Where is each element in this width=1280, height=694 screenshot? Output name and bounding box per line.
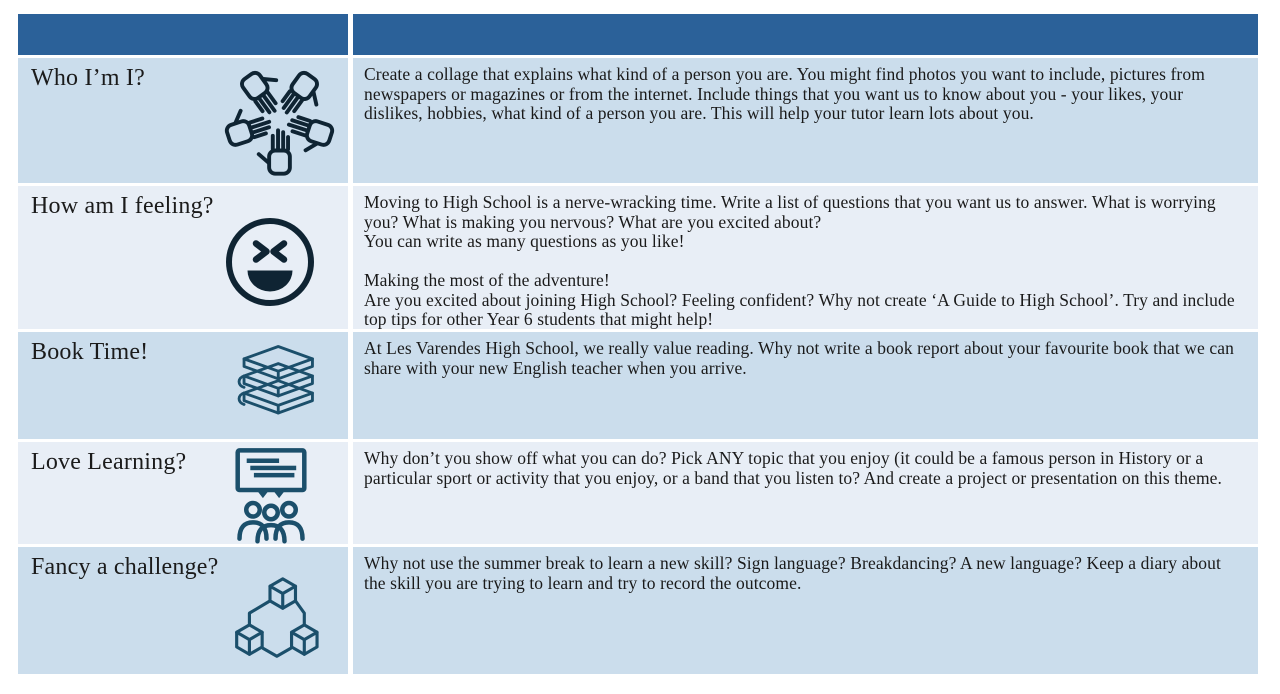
row-description-cell <box>353 58 1258 183</box>
row-title-cell-how-am-i-feeling <box>18 186 348 329</box>
row-title: How am I feeling? <box>31 193 214 219</box>
description-text: Why not use the summer break to learn a new skill? Sign language? Breakdancing? A new language? Keep a diary about the skill you are trying to learn and try to record the outcome. <box>364 553 1221 593</box>
description-text: Making the most of the adventure! <box>364 270 610 290</box>
row-title-cell-who-im-i <box>18 58 348 183</box>
description-text <box>364 252 1246 272</box>
description-text: You can write as many questions as you like! <box>364 231 685 251</box>
header-cell-left <box>18 14 348 55</box>
description-text: Why don’t you show off what you can do? Pick ANY topic that you enjoy (it could be a famous person in History or a particular sport or activity that you enjoy, or a band that you listen to? And create a project or presentation on this theme. <box>364 448 1223 488</box>
row-title: Book Time! <box>31 339 149 365</box>
row-title-cell-love-learning <box>18 442 348 544</box>
description-text: Moving to High School is a nerve-wracking time. Write a list of questions that you want us to answer. What is worrying you? What is making you nervous? What are you excited about? <box>364 192 1216 232</box>
header-cell-right <box>353 14 1258 55</box>
row-description-cell <box>353 442 1258 544</box>
row-description-cell <box>353 547 1258 674</box>
laughing-emoji-icon <box>220 212 320 312</box>
stacked-cubes-icon <box>220 571 320 669</box>
row-title-cell-book-time <box>18 332 348 439</box>
description-text: Are you excited about joining High School? Feeling confident? Why not create ‘A Guide to High School’. Try and include top tips for other Year 6 students that might help! <box>364 289 1235 329</box>
row-title: Who I’m I? <box>31 65 145 91</box>
presentation-audience-icon <box>226 445 316 544</box>
description-text: At Les Varendes High School, we really value reading. Why not write a book report about your favourite book that we can share with your new English teacher when you arrive. <box>364 338 1234 378</box>
row-description-cell <box>353 332 1258 439</box>
row-title-cell-fancy-a-challenge <box>18 547 348 674</box>
hands-circle-icon <box>217 59 342 181</box>
activities-table <box>18 14 1258 674</box>
description-text: Create a collage that explains what kind of a person you are. You might find photos you want to include, pictures from newspapers or magazines or from the internet. Include things that you want us to know about you - your likes, your dislikes, hobbies, what kind of a person you are. This will help your tutor learn lots about you. <box>364 64 1205 123</box>
row-title: Fancy a challenge? <box>31 554 219 580</box>
row-description-cell <box>353 186 1258 329</box>
row-title: Love Learning? <box>31 449 187 475</box>
books-stack-icon <box>221 337 326 432</box>
